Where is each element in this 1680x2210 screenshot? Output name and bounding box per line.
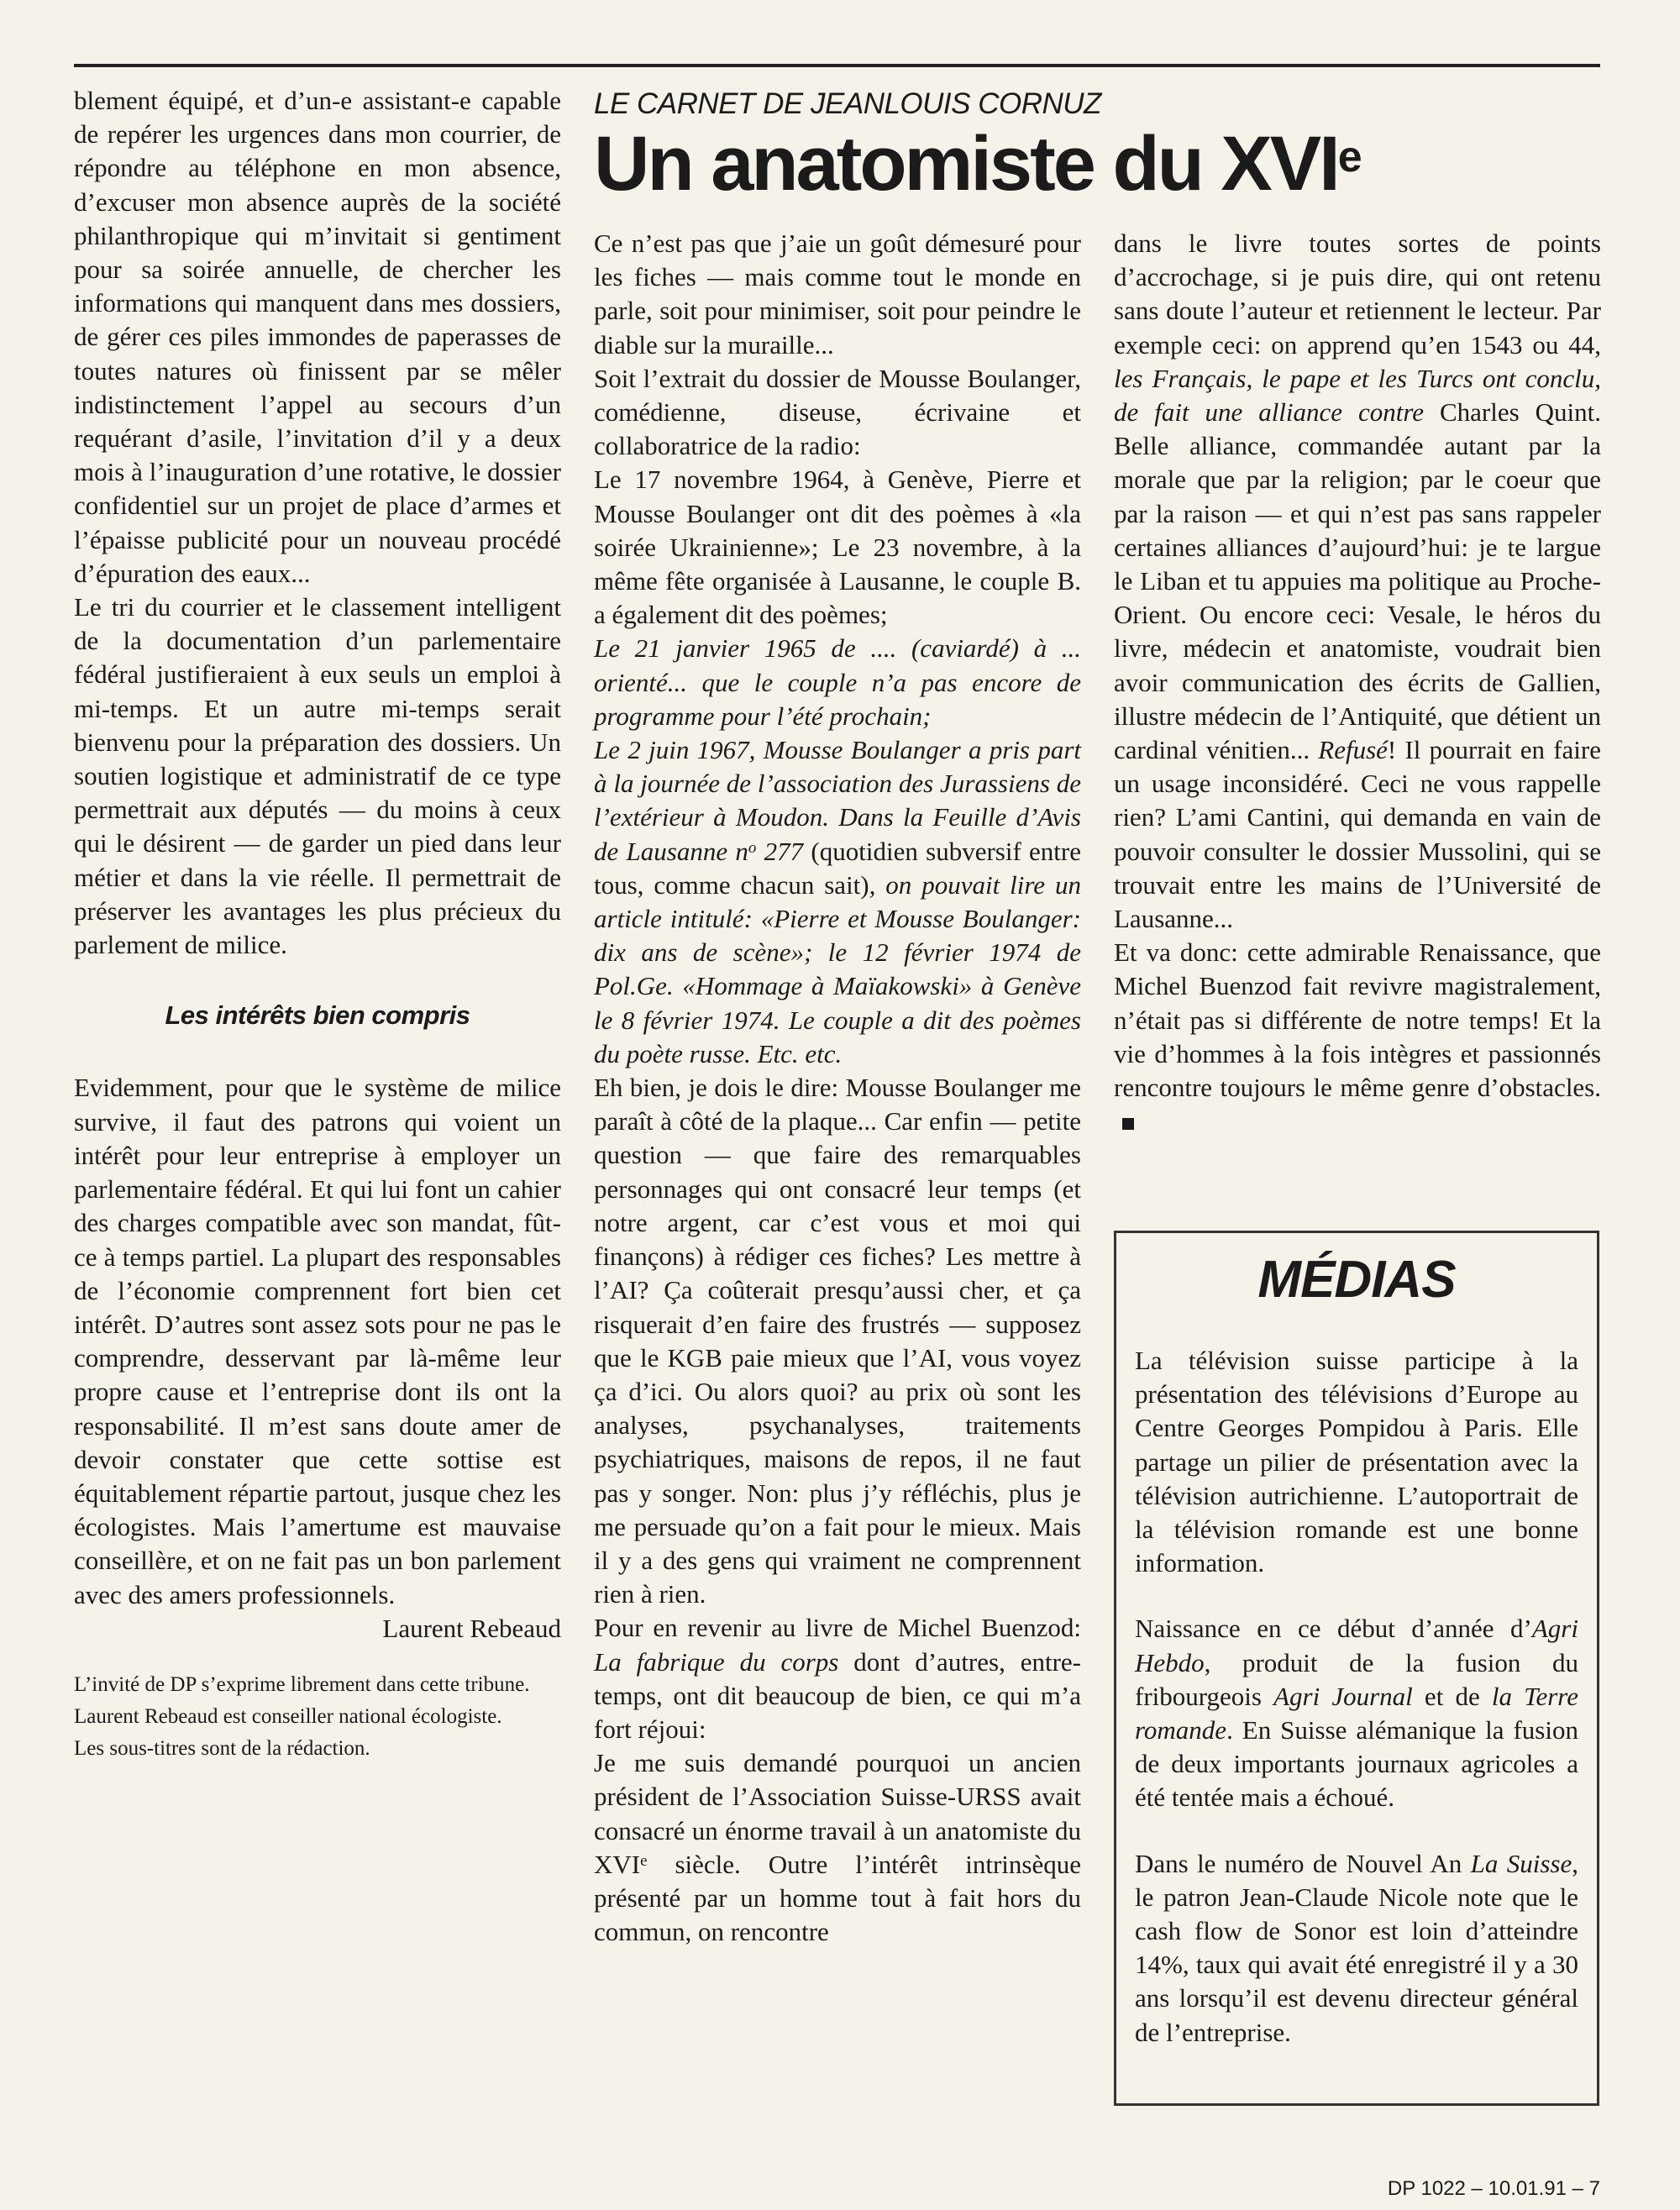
medias-title: MÉDIAS [1257,1251,1456,1309]
col3-p2-text: Et va donc: cette admirable Renaissance, que Michel Buenzod fait revivre magistralement, n’était pas si différente de notre temps! Et la vie d’hommes à la fois intègres et passionnés rencontre toujours le même genre d’obstacles. [1114,937,1601,1103]
col2-paragraph-6: Eh bien, je dois le dire: Mousse Boulanger me paraît à côté de la plaque... Car enfin — petite question — que faire des remarquables personnages qui ont consacré leur temps (et notre argent, car c’est vous et moi qui finançons) à rédiger ces fiches? Les mettre à l’AI? Ça coûterait presqu’aussi cher, et ça risquerait d’en faire des frustrés — supposez que le KGB paie mieux que l’AI, vous voyez ça d’ici. Ou alors quoi? au prix où sont les analyses, psychanalyses, traitements psychiatriques, maisons de repos, il ne faut pas y songer. Non: plus j’y réfléchis, plus je me persuade qu’on a fait pour le mieux. Mais il y a des gens qui vraiment ne comprennent rien à rien. [594,1073,1081,1609]
col2-p8-sup: e [640,1851,648,1870]
col2-p8-b: siècle. Outre l’intérêt intrinsèque présenté par un homme tout à fait hors du commun, on rencontre [594,1849,1081,1947]
medias-p2-f: la Terre romande [1135,1681,1578,1745]
col3-p1-c: Charles Quint. Belle alliance, commandée autant par la morale que par la religion; par le coeur que par la raison — et qui n’est pas sans rappeler certaines alliances d’aujourd’hui: je te largue le Liban et tu appuies ma politique au Proche-Orient. Ou encore ceci: Vesale, le héros du livre, médecin et anatomiste, voudrait bien avoir communication des écrits de Gallien, illustre médecin de l’Antiquité, que détient un cardinal vénitien... [1114,397,1601,765]
medias-box [1114,1231,1599,2106]
column-right [1114,227,1601,1138]
col2-p7-a: Pour en revenir au livre de Michel Buenzod: [594,1613,1081,1643]
headline-superscript: e [1337,133,1360,181]
col1-paragraph-2: Le tri du courrier et le classement intelligent de la documentation d’un parlementaire fédéral justifieraient à eux seuls un emploi à mi-temps. Et un autre mi-temps serait bienvenu pour la préparation des dossiers. Un soutien logistique et administratif de ce type permettrait aux députés — du moins à ceux qui le désirent — de garder un pied dans leur métier et dans la vie réelle. Il permettrait de préserver les avantages les plus précieux du parlement de milice. [74,592,561,960]
col2-p5-italic-c: , on pouvait lire un article intitulé: «Pierre et Mousse Boulanger: dix ans de scène»; le 12 février 1974 de Pol.Ge. «Hommage à Maïakowski» à Genève le 8 février 1974. Le couple a dit des poèmes du poète russe. Etc. etc. [594,869,1081,1068]
editor-note-1: L’invité de DP s’exprime librement dans cette tribune. Laurent Rebeaud est conseiller national écologiste. [74,1672,530,1728]
medias-p2-d: Agri Journal [1273,1681,1413,1711]
col3-p1-a: dans le livre toutes sortes de points d’accrochage, si je puis dire, qui ont retenu sans doute l’auteur et retiennent le lecteur. Par exemple ceci: on apprend qu’en 1543 ou 44, [1114,228,1601,360]
col3-p1-italic: les Français, le pape et les Turcs ont conclu, de fait une alliance contre [1114,363,1601,428]
col2-p5-sup: o [748,838,757,857]
col2-p5-roman: (quotidien subversif entre tous, comme chacun sait) [594,836,1081,900]
subtitle: Les intérêts bien compris [165,1000,470,1031]
col2-paragraph-5 [594,733,1081,1071]
medias-paragraph-2 [1135,1612,1578,1814]
medias-p2-e: et de [1412,1681,1492,1711]
col2-p7-c: dont d’autres, entre-temps, ont dit beaucoup de bien, ce qui m’a fort réjoui: [594,1646,1081,1744]
col2-paragraph-3: Le 17 novembre 1964, à Genève, Pierre et Mousse Boulanger ont dit des poèmes à «la soirée Ukrainienne»; Le 23 novembre, à la même fête organisée à Lausanne, le couple B. a également dit des poèmes; [594,465,1081,630]
top-rule [74,64,1600,67]
medias-p2-b: Agri Hebdo [1135,1614,1578,1677]
column-middle [594,227,1081,1949]
medias-p2-g: . En Suisse alémanique la fusion de deux importants journaux agricoles a été tentée mais a échoué. [1135,1715,1578,1813]
medias-p2-a: Naissance en ce début d’année d’ [1135,1614,1532,1644]
col2-paragraph-7 [594,1611,1081,1746]
col2-p5-italic-b: 277 [756,836,804,866]
headline [594,118,1360,210]
medias-p3-b: La Suisse [1470,1848,1572,1878]
headline-text: Un anatomiste du XVI [594,121,1338,207]
col2-paragraph-4: Le 21 janvier 1965 de .... (caviardé) à ... orienté... que le couple n’a pas encore de programme pour l’été prochain; [594,633,1081,731]
medias-p2-c: , produit de la fusion du fribourgeois [1135,1647,1578,1711]
kicker: LE CARNET DE JEANLOUIS CORNUZ [594,87,1101,120]
col3-paragraph-1 [1114,227,1601,936]
author-signature: Laurent Rebeaud [382,1613,561,1643]
editor-note [74,1669,561,1765]
col3-p1-refuse: Refusé [1318,735,1388,765]
medias-paragraph-3 [1135,1847,1578,2050]
col1-paragraph-1: blement équipé, et d’un-e assistant-e capable de repérer les urgences dans mon courrier, de répondre au téléphone en mon absence, d’excuser mon absence auprès de la société philanthropique qui m’invitait si gentiment pour sa soirée annuelle, de chercher les informations qui manquent dans mes dossiers, de gérer ces piles immondes de paperasses de toutes natures où finissent par se mêler indistinctement l’appel au secours d’un requérant d’asile, l’invitation d’il y a deux mois à l’inauguration d’une rotative, le dossier confidentiel sur un projet de place d’armes et l’épaisse publicité pour un nouveau procédé d’épuration des eaux... [74,86,561,588]
end-of-article-square-icon [1122,1118,1134,1130]
medias-paragraph-1: La télévision suisse participe à la présentation des télévisions d’Europe au Centre Georges Pompidou à Paris. Elle partage un pilier de présentation avec la télévision autrichienne. L’autoportrait de la télévision romande est une bonne information. [1135,1346,1578,1578]
column-left [74,84,561,1765]
col2-p8-a: Je me suis demandé pourquoi un ancien président de l’Association Suisse-URSS avait consacré un énorme travail à un anatomiste du XVI [594,1748,1081,1879]
col1-paragraph-3: Evidemment, pour que le système de milice survive, il faut des patrons qui voient un intérêt pour leur entreprise à employer un parlementaire fédéral. Et qui lui font un cahier des charges compatible avec son mandat, fût-ce à temps partiel. La plupart des responsables de l’économie comprennent fort bien cet intérêt. D’autres sont assez sots pour ne pas le comprendre, desservant par là-même leur propre cause et l’entreprise dont ils ont la responsabilité. Il m’est sans doute amer de devoir constater que cette sottise est équitablement répartie partout, jusque chez les écologistes. Mais l’amertume est mauvaise conseillère, et on ne fait pas un bon parlement avec des amers professionnels. [74,1073,561,1609]
col3-paragraph-2 [1114,936,1601,1138]
medias-p3-a: Dans le numéro de Nouvel An [1135,1848,1471,1878]
col3-p1-e: ! Il pourrait en faire un usage inconsidéré. Ceci ne vous rappelle rien? L’ami Cantini, qui demanda en vain de pouvoir consulter le dossier Mussolini, qui se trouvait entre les mains de l’Université de Lausanne... [1114,735,1601,934]
book-title: La fabrique du corps [594,1646,839,1677]
editor-note-2: Les sous-titres sont de la rédaction. [74,1736,370,1760]
medias-p3-c: , le patron Jean-Claude Nicole note que le cash flow de Sonor est loin d’atteindre 14%, taux qui avait été enregistré il y a 30 ans lorsqu’il est devenu directeur général de l’entreprise. [1135,1848,1578,2047]
col2-p5-italic-a: Le 2 juin 1967, Mousse Boulanger a pris part à la journée de l’association des Jurassiens de l’extérieur à Moudon. Dans la Feuille d’Avis de Lausanne n [594,735,1081,866]
page-footer: DP 1022 – 10.01.91 – 7 [1387,2177,1600,2200]
col2-paragraph-1: Ce n’est pas que j’aie un goût démesuré pour les fiches — mais comme tout le monde en parle, soit pour minimiser, soit pour peindre le diable sur la muraille... [594,228,1081,360]
col2-paragraph-2: Soit l’extrait du dossier de Mousse Boulanger, comédienne, diseuse, écrivaine et collaboratrice de la radio: [594,363,1081,461]
col2-paragraph-8 [594,1746,1081,1949]
